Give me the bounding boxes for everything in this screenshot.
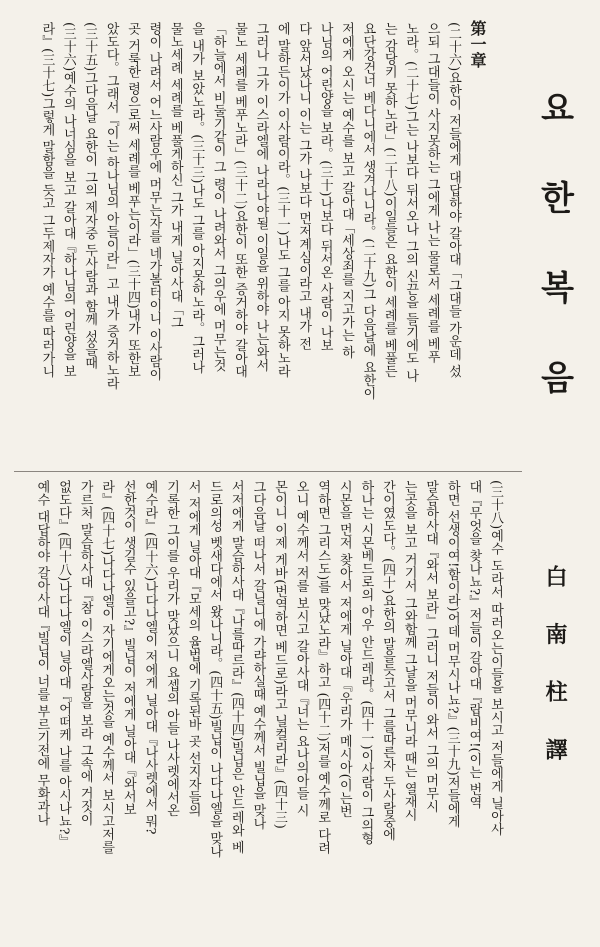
text-column: 하면 선생이여!함이라)어데 머무시나뇨?』(三十九)저들에게 bbox=[444, 480, 460, 828]
text-column: 령이 나려서 어느사람우에 머무는자를 네가볼터이니 이사람이 bbox=[146, 22, 162, 381]
text-column: 역하면 그리스도)를 맞났노라』하고 (四十二)저를 예수께로 다려 bbox=[315, 480, 331, 854]
text-column: 요단강건너 베다니에서 생겨나니라。(二十九)그 다음날에 요한이 bbox=[360, 22, 376, 400]
text-column: 곳 거룩한 령으로써 세례를 베푸는이라」(三十四)내가 또한보 bbox=[125, 22, 140, 378]
text-column: 몬이니 이제 게바(번역하면 베드로)라고 닐컬리라』(四十三) bbox=[272, 480, 287, 829]
text-column: 말슴하사대『와서 보라』그러니 저들이 와서 그의 머무시 bbox=[423, 480, 439, 813]
text-column: 없도다』(四十八)나다나엘이 닐아대『어떠케 나를 아시나뇨?』 bbox=[56, 480, 71, 848]
page-title: 요 한 복 음 bbox=[534, 90, 574, 416]
text-column: 노라。(二十七)그는 나보다 뒤서오나 그의 신끈을 들기에도 나 bbox=[403, 22, 419, 382]
text-column: 선한것이 생길수 있을고?』빌닙이 저에게 닐아대『와서보 bbox=[120, 480, 136, 816]
text-column: 는곳을 보고 거기서 그와함께 그날을 머무니라 때는 열재시 bbox=[401, 480, 417, 821]
text-column: 시몬을 먼저 찾아서 저에게 닐아대『우리가 메시아(이는번 bbox=[336, 480, 352, 818]
text-column: 나님의 어린양을 보라。(三十)나보다 뒤서온 사람이 나보 bbox=[317, 22, 333, 352]
text-column: 기록한 그이를 우리가 맞났으니 요셉의 아들 나사렛에서온 bbox=[164, 480, 179, 817]
text-column: 가르처 말슴하사대『참 이스라엘사람을 보라 그속에 거짓이 bbox=[77, 480, 93, 826]
text-column: 으되 그대들이 사지못하는 그에게 나는 물로서 세례를 베푸 bbox=[424, 22, 440, 363]
text-column: 에 말하든이가 이사람이라。(三十一)나도 그를 아지 못하노라 bbox=[274, 22, 290, 378]
text-column: 저에게 오시는 예수를 보고 갈아대「세상죄를 지고가는 하 bbox=[339, 22, 354, 359]
text-column: 았도다。그래서『이는 하나님의 아들이라』고 내가 증거하노라 bbox=[103, 22, 119, 390]
section-divider bbox=[14, 471, 522, 472]
text-column: 그러나 그가 이스라엘에 나라나야될 이일을 위하야 나는와서 bbox=[253, 22, 269, 372]
text-column: 물노 세례를 베푸노라」(三十二)요한이 또한 증거하야 갈아대 bbox=[232, 22, 247, 378]
text-column: 대『무엇을 찾나뇨?』저들이 갈아대『랍비여!(이는 번역 bbox=[466, 480, 482, 809]
text-column: 물노세례 세례를 베풀게하신 그가 내게 닐아사대「그 bbox=[167, 22, 183, 329]
text-column: 을 내가 보았노라。(三十三)나도 그를 아지못하노라。그러나 bbox=[189, 22, 205, 374]
text-column: (三十八)예수 도라서 따러오는이들을 보시고 저들에게 닐아사 bbox=[488, 480, 503, 836]
text-column: (二十六)요한이 저들에게 대답하야 갈아대「그대들 가운데 섰 bbox=[446, 22, 461, 378]
text-column: (三十五)그다음날 요한이 그의 제자중 두사람과 함께 섰을때 bbox=[82, 22, 98, 369]
text-column: 서 저에게 닐아대『모세의 율법에 기록된바 곳 선지자들의 bbox=[185, 480, 201, 817]
text-column: 오니 예수께서 저를 보시고 갈아사대『너는 요나의아들 시 bbox=[293, 480, 309, 817]
text-column: 드로의성 벳새다에서 왔나니라。(四十五)빌닙이 나다나엘을 맞나 bbox=[207, 480, 223, 858]
text-column: 간이였도다。(四十)요한의 말을듯고서 그를따른자 두사람중에 bbox=[380, 480, 395, 841]
chapter-heading: 第一章 bbox=[468, 20, 487, 68]
text-column: 예수라』(四十六)나다나엘이 저에게 닐아대『나사렛에서 뭐? bbox=[142, 480, 158, 835]
text-column: 예수 대답하야 갈아사대『빌닙이 너를 부르기전에 무화과나 bbox=[34, 480, 50, 826]
text-column: 서저에게 말슴하사대『나를따르라』(四十四)빌닙은 안드레와 베 bbox=[228, 480, 244, 854]
text-column: 라』(四十七)나다나엘이 자기에게오는것을 예수께서 보시고저를 bbox=[99, 480, 115, 854]
text-column: 그다음날 떠나서 갈닐니에 가랴하실때 예수께서 빌닙을 맞나 bbox=[250, 480, 266, 830]
text-column: 는 감당키 못하노라」(二十八)이일들은 요한이 세례를 베풀든 bbox=[381, 22, 397, 378]
text-column: 라』(三十七)그렇게 말함을 듯고 그두제자가 예수를 따러가니 bbox=[39, 22, 55, 378]
text-column: (三十六)예수의 나너심을 보고 갈아대『하나님의 어린양을 보 bbox=[60, 22, 76, 378]
text-column: 다 앞서났나니 이는 그가 나보다 먼저계심이라고 내가 전 bbox=[296, 22, 312, 350]
text-column: 「하늘에서 비둘기같이 그 령이 나려와서 그의우에 머무는것 bbox=[210, 22, 226, 372]
text-column: 하나는 시몬베드로의 아우 안드레라。(四十一)이사람이 그의형 bbox=[358, 480, 374, 845]
translator-name: 白 南 柱 譯 bbox=[542, 565, 568, 774]
